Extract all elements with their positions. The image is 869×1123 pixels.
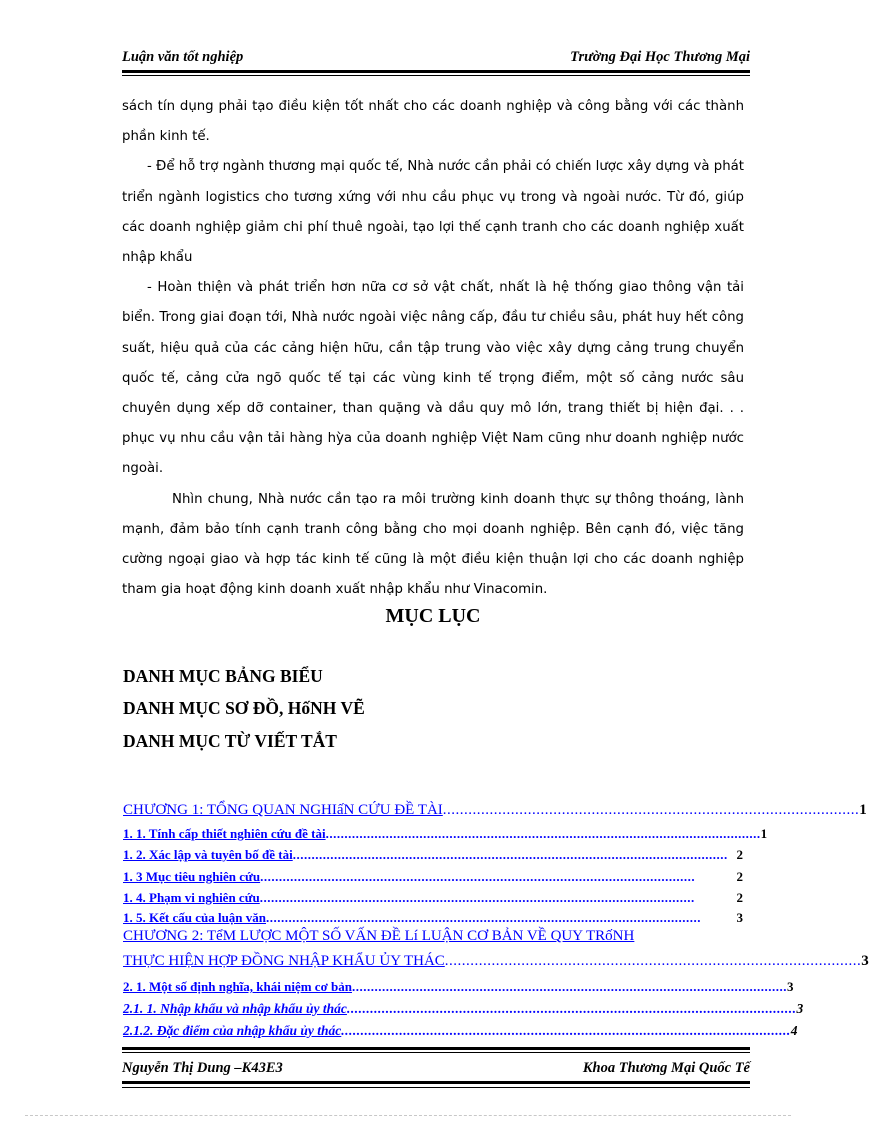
header-right: Trường Đại Học Thương Mại	[570, 49, 750, 65]
toc-leader: ....................................................................................................................	[292, 847, 728, 862]
toc-page: 3	[736, 910, 743, 925]
toc-link[interactable]	[123, 993, 804, 1016]
toc-page: 1	[859, 802, 867, 818]
toc-link[interactable]	[123, 969, 794, 994]
footer-rule-thin	[122, 1052, 750, 1053]
toc-leader: ....................................................................................................................	[266, 910, 702, 925]
section-heading: DANH MỤC TỪ VIẾT TẮT	[123, 731, 337, 751]
toc-text: 1. 1. Tính cấp thiết nghiên cứu đề tài	[123, 825, 326, 841]
toc-text: 2. 1. Một số định nghĩa, khái niệm cơ bản	[123, 979, 352, 994]
toc-page: 3	[786, 979, 794, 994]
toc-leader: ....................................................................................................................	[259, 890, 695, 905]
toc-page: 2	[736, 847, 743, 862]
body-text	[122, 92, 744, 605]
paragraph: sách tín dụng phải tạo điều kiện tốt nhất cho các doanh nghiệp và công bằng với các thành phần kinh tế.	[122, 99, 744, 145]
toc-leader: ..................................................................................................	[444, 953, 862, 969]
toc-page: 3	[796, 1000, 804, 1016]
toc-leader: ....................................................................................................................	[325, 825, 761, 841]
page-break-line	[25, 1115, 791, 1116]
toc-page: 2	[736, 868, 743, 884]
toc-page: 4	[790, 1022, 798, 1038]
toc-leader: ....................................................................................................................	[351, 979, 787, 994]
footer-rule-bottom-thick	[122, 1081, 750, 1084]
toc-page: 1	[760, 825, 768, 841]
table-of-contents	[123, 796, 869, 1038]
toc-link[interactable]	[123, 883, 743, 905]
toc-title: MỤC LỤC	[385, 605, 481, 627]
toc-link[interactable]	[123, 1015, 798, 1038]
footer-rule-thick	[122, 1047, 750, 1050]
toc-leader: ....................................................................................................................	[346, 1000, 797, 1016]
toc-link[interactable]	[123, 818, 768, 841]
toc-link[interactable]	[123, 944, 869, 969]
toc-text: CHƯƠNG 2: TểM LƯỢC MỘT SỐ VẤN ĐỀ Lí LUẬN CƠ BẢN VỀ QUY TRốNH	[123, 928, 635, 944]
paragraph: - Hoàn thiện và phát triển hơn nữa cơ sở vật chất, nhất là hệ thống giao thông vận tải biển. Trong giai đoạn tới, Nhà nước ngoài việc nâng cấp, đầu tư chiều sâu, phát huy hết công suất, hiệu quả của các cảng hiện hữu, cần tập trung vào việc xây dựng cảng trung chuyển quốc tế, cảng cửa ngõ quốc tế tại các vùng kinh tế trọng điểm, một số cảng nước sâu chuyên dụng xếp dỡ container, than quặng và dầu quy mô lớn, trang thiết bị hiện đại. . . phục vụ nhu cầu vận tải hàng hỳa của doanh nghiệp Việt Nam cũng như doanh nghiệp nước ngoài.	[122, 280, 744, 477]
toc-leader: ....................................................................................................................	[341, 1022, 791, 1038]
toc-link[interactable]	[123, 796, 867, 818]
page-footer	[122, 1060, 750, 1082]
toc-text: 2.1. 1. Nhập khẩu và nhập khẩu ủy thác	[123, 1000, 347, 1016]
toc-text: 2.1.2. Đặc điểm của nhập khẩu ủy thác	[123, 1022, 342, 1038]
paragraph: - Để hỗ trợ ngành thương mại quốc tế, Nhà nước cần phải có chiến lược xây dựng và phát triển ngành logistics cho tương xứng với nhu cầu phục vụ trong và ngoài nước. Từ đó, giúp các doanh nghiệp giảm chi phí thuê ngoài, tạo lợi thế cạnh tranh cho các doanh nghiệp xuất nhập khẩu	[122, 159, 744, 266]
header-rule-thin	[122, 75, 750, 76]
header-rule-thick	[122, 70, 750, 73]
header-left: Luận văn tốt nghiệp	[122, 49, 244, 65]
toc-link[interactable]	[123, 861, 743, 883]
paragraph: Nhìn chung, Nhà nước cần tạo ra môi trường kinh doanh thực sự thông thoáng, lành mạnh, đảm bảo tính cạnh tranh công bằng cho mọi doanh nghiệp. Bên cạnh đó, việc tăng cường ngoại giao và hợp tác kinh tế cũng là một điều kiện thuận lợi cho các doanh nghiệp tham gia hoạt động kinh doanh xuất nhập khẩu như Vinacomin.	[122, 491, 744, 598]
toc-text: 1. 3 Mục tiêu nghiên cứu	[123, 868, 261, 884]
toc-text: THỰC HIỆN HỢP ĐỒNG NHẬP KHẨU ỦY THÁC	[123, 953, 445, 969]
toc-text: CHƯƠNG 1: TỔNG QUAN NGHIấN CỨU ĐỀ TÀI	[123, 802, 443, 818]
section-heading: DANH MỤC SƠ ĐỒ, HốNH VẼ	[123, 698, 365, 718]
page-header	[122, 49, 750, 71]
toc-leader: ....................................................................................................................	[260, 868, 696, 884]
toc-leader: ..................................................................................................	[442, 802, 860, 818]
toc-page: 2	[736, 890, 743, 905]
section-heading: DANH MỤC BẢNG BIỂU	[123, 666, 323, 686]
toc-link[interactable]	[123, 904, 743, 924]
toc-page: 3	[861, 953, 869, 969]
footer-right: Khoa Thương Mại Quốc Tế	[582, 1060, 750, 1076]
footer-rule-bottom-thin	[122, 1087, 750, 1088]
toc-text: 1. 5. Kết cấu của luận văn	[123, 910, 267, 925]
toc-link[interactable]	[123, 840, 743, 862]
toc-link[interactable]	[123, 924, 743, 944]
footer-left: Nguyễn Thị Dung –K43E3	[122, 1060, 283, 1076]
toc-text: 1. 2. Xác lập và tuyên bố đề tài	[123, 847, 293, 862]
toc-text: 1. 4. Phạm vi nghiên cứu	[123, 890, 260, 905]
